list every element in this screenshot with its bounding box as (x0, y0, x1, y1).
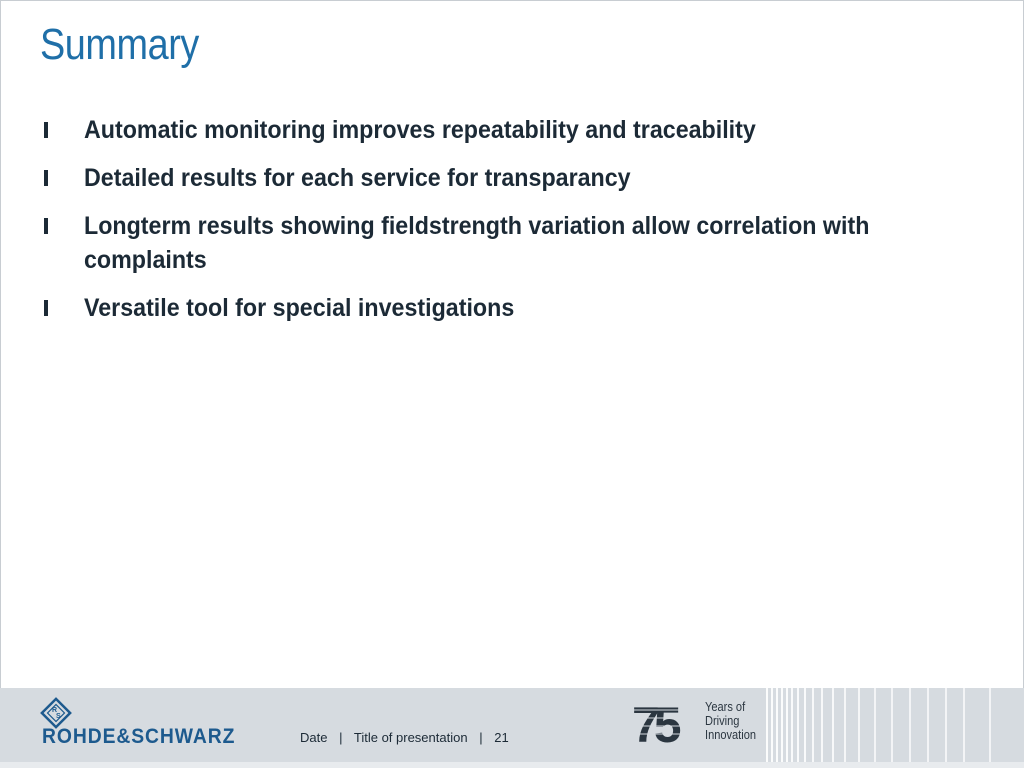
bullet-item (40, 161, 940, 195)
footer-date: Date (300, 730, 328, 745)
footer-page-number: 21 (494, 730, 509, 745)
bullet-marker-icon (44, 218, 48, 234)
bullet-item (40, 209, 940, 277)
bullet-marker-icon (44, 300, 48, 316)
anniversary-75-logo-icon (632, 700, 704, 746)
bullet-text: Versatile tool for special investigations (84, 294, 515, 322)
svg-text:S: S (56, 713, 61, 720)
company-wordmark: ROHDE&SCHWARZ (42, 725, 236, 748)
slide-title: Summary (40, 20, 199, 69)
bullet-text: Longterm results showing fieldstrength variation allow correlation with complaints (84, 212, 870, 274)
anniversary-line: Innovation (705, 727, 756, 742)
bullet-item (40, 113, 940, 147)
bullet-text: Automatic monitoring improves repeatability and traceability (84, 116, 756, 144)
footer-separator: | (479, 730, 483, 745)
bullet-item (40, 291, 940, 325)
footer-bottom-strip (0, 762, 1024, 768)
anniversary-line: Driving (705, 713, 740, 728)
bullet-marker-icon (44, 122, 48, 138)
footer-caption (300, 730, 509, 745)
svg-text:R: R (52, 707, 58, 714)
footer-presentation-title: Title of presentation (353, 730, 468, 745)
anniversary-line: Years of (705, 699, 746, 714)
bullet-text: Detailed results for each service for transparancy (84, 164, 631, 192)
bullet-marker-icon (44, 170, 48, 186)
anniversary-tagline (705, 700, 756, 742)
decorative-stripes (766, 688, 1024, 762)
anniversary-number: 75 (632, 700, 676, 746)
bullet-list (40, 113, 940, 339)
footer-separator: | (339, 730, 343, 745)
